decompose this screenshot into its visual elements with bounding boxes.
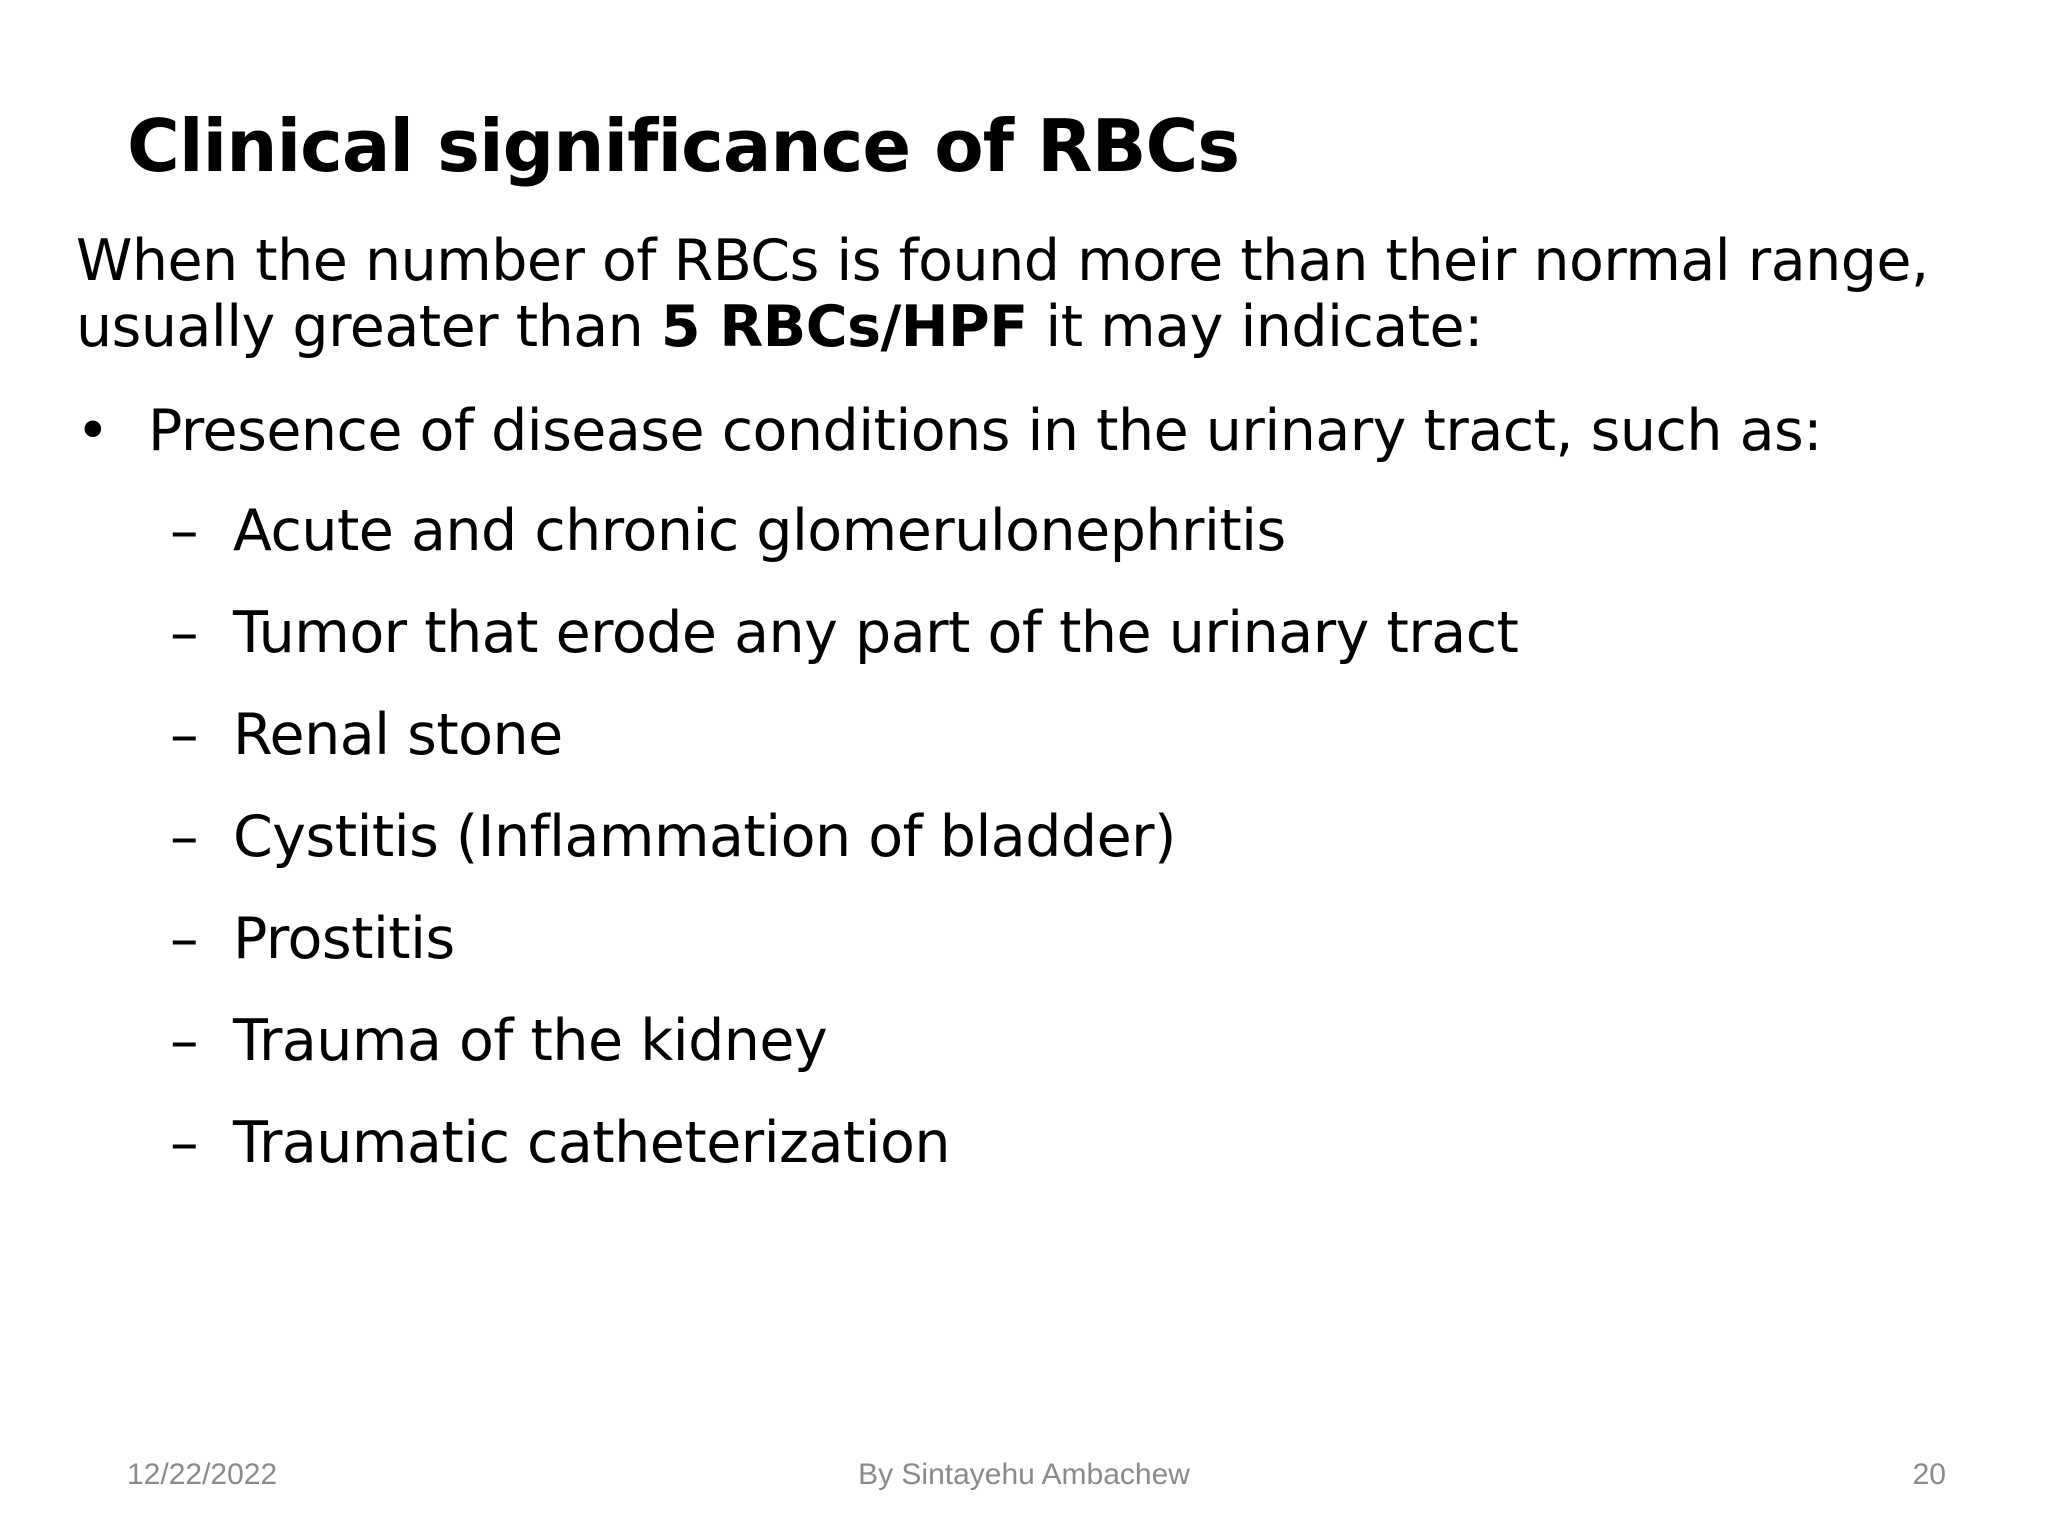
sub-bullet-item xyxy=(170,906,1518,1008)
sub-bullet-item xyxy=(170,1008,1518,1110)
sub-bullet-text: Acute and chronic glomerulonephritis xyxy=(233,498,1286,564)
dash-marker: – xyxy=(170,804,198,870)
sub-bullet-text: Trauma of the kidney xyxy=(233,1008,828,1074)
sub-bullet-text: Cystitis (Inflammation of bladder) xyxy=(233,804,1176,870)
sub-bullet-item xyxy=(170,600,1518,702)
sub-bullet-text: Prostitis xyxy=(233,906,455,972)
dash-marker: – xyxy=(170,1110,198,1176)
dash-marker: – xyxy=(170,702,198,768)
footer-author: By Sintayehu Ambachew xyxy=(858,1458,1190,1491)
dash-marker: – xyxy=(170,906,198,972)
sub-bullet-item xyxy=(170,702,1518,804)
intro-emphasis: 5 RBCs/HPF xyxy=(660,294,1028,360)
dash-marker: – xyxy=(170,1008,198,1074)
sub-bullet-item xyxy=(170,498,1518,600)
intro-text-after: it may indicate: xyxy=(1027,294,1483,360)
slide-title: Clinical significance of RBCs xyxy=(127,104,1240,188)
bullet-item xyxy=(76,398,1822,464)
sub-bullet-item xyxy=(170,804,1518,906)
intro-paragraph xyxy=(76,228,2036,360)
sub-bullet-list xyxy=(170,498,1518,1212)
bullet-marker: • xyxy=(76,398,110,464)
sub-bullet-item xyxy=(170,1110,1518,1212)
intro-text-before: When the number of RBCs is found more than their normal range, usually greater than xyxy=(76,228,1929,360)
dash-marker: – xyxy=(170,600,198,666)
bullet-text: Presence of disease conditions in the urinary tract, such as: xyxy=(148,398,1822,464)
footer-page-number: 20 xyxy=(1912,1458,1946,1491)
footer-date: 12/22/2022 xyxy=(127,1458,278,1491)
sub-bullet-text: Traumatic catheterization xyxy=(233,1110,951,1176)
sub-bullet-text: Tumor that erode any part of the urinary tract xyxy=(233,600,1519,666)
sub-bullet-text: Renal stone xyxy=(233,702,563,768)
dash-marker: – xyxy=(170,498,198,564)
